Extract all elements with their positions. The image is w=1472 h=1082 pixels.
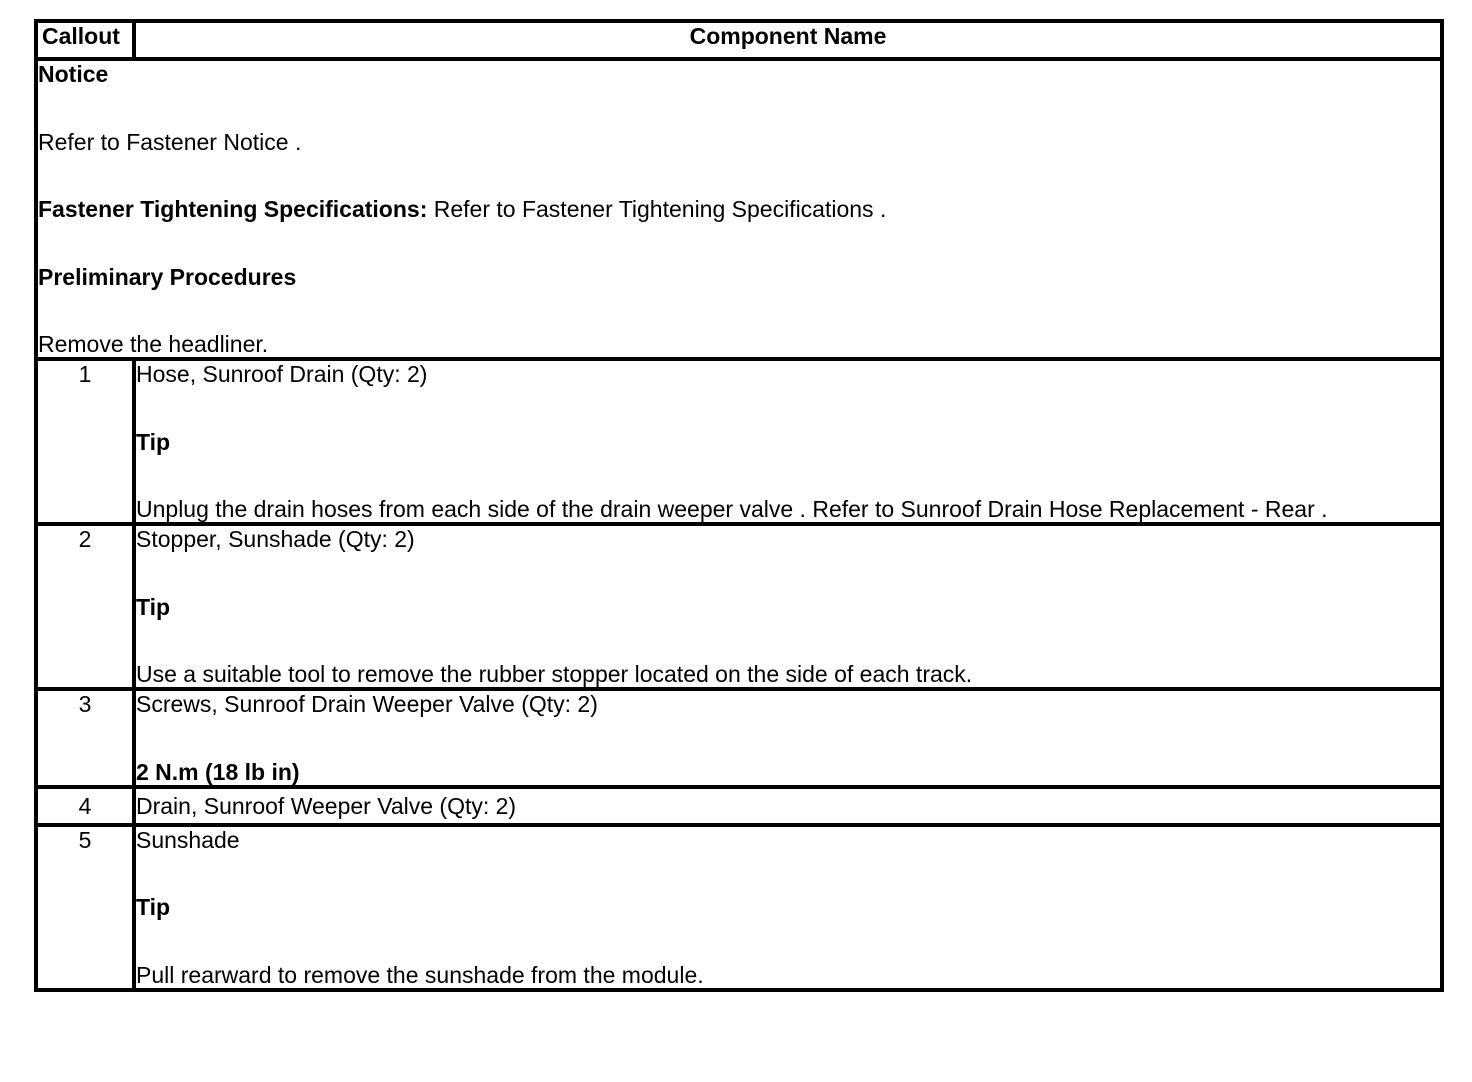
tip-label: Tip (136, 593, 171, 620)
component-name: Sunshade (136, 826, 240, 853)
table-row (36, 689, 1442, 787)
tip-text: Unplug the drain hoses from each side of the drain weeper valve . Refer to Sunroof Drain Hose Replacement - Rear . (136, 496, 1328, 522)
fastener-spec-label: Fastener Tightening Specifications: (38, 196, 428, 222)
tip-label: Tip (136, 428, 171, 455)
procedure-table (34, 19, 1444, 992)
callout-number: 5 (36, 825, 134, 990)
header-row (36, 21, 1442, 59)
notice-row (36, 59, 1442, 359)
tip-text: Use a suitable tool to remove the rubber stopper located on the side of each track. (136, 661, 973, 687)
preliminary-procedures-title: Preliminary Procedures (38, 263, 297, 290)
callout-column-header: Callout (36, 21, 134, 59)
table-row (36, 787, 1442, 825)
torque-spec: 2 N.m (18 lb in) (136, 758, 300, 785)
component-cell (134, 787, 1442, 825)
component-cell (134, 825, 1442, 990)
tip-text: Pull rearward to remove the sunshade from the module. (136, 961, 704, 988)
table-row (36, 524, 1442, 689)
component-name: Screws, Sunroof Drain Weeper Valve (Qty: 2) (136, 691, 598, 717)
preliminary-procedure-step: Remove the headliner. (38, 331, 269, 357)
callout-number: 2 (36, 524, 134, 689)
tip-label: Tip (136, 894, 171, 920)
component-cell (134, 524, 1442, 689)
fastener-notice-reference: Refer to Fastener Notice . (38, 128, 302, 155)
table-row (36, 359, 1442, 524)
component-cell (134, 689, 1442, 787)
component-name: Drain, Sunroof Weeper Valve (Qty: 2) (136, 792, 517, 819)
component-name: Hose, Sunroof Drain (Qty: 2) (136, 361, 428, 387)
component-name: Stopper, Sunshade (Qty: 2) (136, 526, 415, 552)
callout-number: 4 (36, 787, 134, 825)
notice-title: Notice (38, 61, 109, 87)
component-cell (134, 359, 1442, 524)
callout-number: 3 (36, 689, 134, 787)
table-row (36, 825, 1442, 990)
fastener-spec-line (38, 196, 1440, 222)
callout-number: 1 (36, 359, 134, 524)
fastener-spec-text: Refer to Fastener Tightening Specifications . (427, 196, 887, 222)
component-name-column-header: Component Name (134, 21, 1442, 59)
notice-cell (36, 59, 1442, 359)
